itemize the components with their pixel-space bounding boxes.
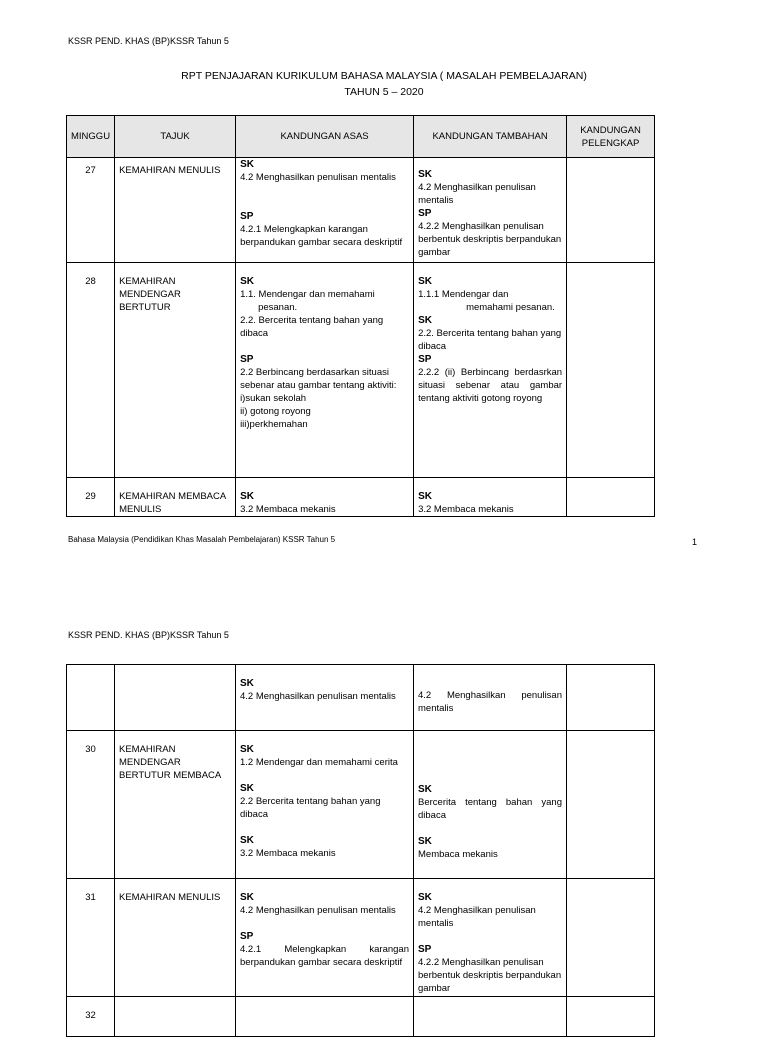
col-header-pelengkap: KANDUNGAN PELENGKAP — [567, 116, 655, 158]
sp-label: SP — [240, 931, 254, 942]
asas-text: 4.2.1 Melengkapkan karangan berpandukan gambar secara deskriptif — [240, 224, 403, 248]
tambahan-text: 4.2 Menghasilkan penulisan mentalis — [418, 690, 562, 714]
tambahan-text: Bercerita tentang bahan yang dibaca — [418, 797, 562, 821]
asas-text: 4.2.1 Melengkapkan karangan berpandukan gambar secara deskriptif — [240, 944, 409, 968]
asas-text: 1.2 Mendengar dan memahami cerita — [240, 757, 398, 768]
tambahan-text: 4.2.2 Menghasilkan penulisan berbentuk deskriptis berpandukan gambar — [418, 221, 562, 258]
tambahan-cell — [414, 158, 567, 263]
tambahan-text: 4.2 Menghasilkan penulisan mentalis — [418, 905, 536, 929]
topic-cell: KEMAHIRAN MENDENGAR BERTUTUR — [115, 263, 236, 478]
week-cell: 30 — [67, 731, 115, 879]
asas-cell — [236, 665, 414, 731]
sk-label: SK — [240, 835, 254, 846]
asas-cell — [236, 478, 414, 517]
asas-text: 4.2 Menghasilkan penulisan mentalis — [240, 691, 396, 702]
table-row — [67, 478, 655, 517]
curriculum-table-page-2 — [66, 664, 655, 1037]
sp-label: SP — [240, 211, 254, 222]
table-row — [67, 731, 655, 879]
tambahan-text: 2.2. Bercerita tentang bahan yang dibaca — [418, 328, 562, 352]
curriculum-table-page-1 — [66, 115, 655, 517]
week-cell: 32 — [67, 997, 115, 1037]
sk-label: SK — [240, 744, 254, 755]
document-subtitle: TAHUN 5 – 2020 — [344, 86, 424, 98]
table-row — [67, 665, 655, 731]
asas-text: 1.1. Mendengar dan memahami — [240, 289, 375, 300]
sk-label: SK — [418, 169, 432, 180]
col-header-tajuk: TAJUK — [115, 116, 236, 158]
asas-text: 3.2 Membaca mekanis — [240, 848, 336, 859]
table-row — [67, 879, 655, 997]
week-cell — [67, 665, 115, 731]
sk-label: SK — [418, 315, 432, 326]
asas-text: 2.2. Bercerita tentang bahan yang dibaca — [240, 315, 384, 339]
asas-text: pesanan. — [258, 302, 298, 313]
table-header-row — [67, 116, 655, 158]
tambahan-cell — [414, 879, 567, 997]
tambahan-cell — [414, 665, 567, 731]
sk-label: SK — [240, 159, 254, 170]
asas-text: 2.2 Bercerita tentang bahan yang dibaca — [240, 796, 381, 820]
week-cell: 28 — [67, 263, 115, 478]
page-header: KSSR PEND. KHAS (BP)KSSR Tahun 5 — [68, 36, 229, 46]
col-header-minggu: MINGGU — [67, 116, 115, 158]
week-cell: 29 — [67, 478, 115, 517]
asas-cell — [236, 731, 414, 879]
asas-text: 4.2 Menghasilkan penulisan mentalis — [240, 172, 396, 183]
tambahan-text: 3.2 Membaca mekanis — [418, 504, 514, 515]
asas-cell — [236, 997, 414, 1037]
tambahan-text: 4.2.2 Menghasilkan penulisan berbentuk deskriptis berpandukan gambar — [418, 957, 562, 994]
week-cell: 27 — [67, 158, 115, 263]
sk-label: SK — [418, 784, 432, 795]
pelengkap-cell — [567, 997, 655, 1037]
tambahan-text: Membaca mekanis — [418, 849, 498, 860]
pelengkap-cell — [567, 478, 655, 517]
tambahan-text: 4.2 Menghasilkan penulisan mentalis — [418, 182, 536, 206]
sp-label: SP — [418, 208, 432, 219]
pelengkap-cell — [567, 158, 655, 263]
document-title: RPT PENJAJARAN KURIKULUM BAHASA MALAYSIA ( MASALAH PEMBELAJARAN) — [181, 70, 587, 82]
sk-label: SK — [240, 783, 254, 794]
topic-cell: KEMAHIRAN MENULIS — [115, 879, 236, 997]
topic-cell — [115, 665, 236, 731]
sk-label: SK — [240, 491, 254, 502]
tambahan-text: memahami pesanan. — [466, 302, 555, 313]
sk-label: SK — [240, 892, 254, 903]
pelengkap-cell — [567, 263, 655, 478]
asas-text: 2.2 Berbincang berdasarkan situasi sebenar atau gambar tentang aktiviti: — [240, 367, 397, 391]
topic-cell: KEMAHIRAN MENDENGAR BERTUTUR MEMBACA — [115, 731, 236, 879]
page-footer: Bahasa Malaysia (Pendidikan Khas Masalah Pembelajaran) KSSR Tahun 5 — [68, 535, 336, 544]
asas-text: ii) gotong royong — [240, 406, 311, 417]
table-row — [67, 263, 655, 478]
asas-text: 4.2 Menghasilkan penulisan mentalis — [240, 905, 396, 916]
asas-text: i)sukan sekolah — [240, 393, 307, 404]
sk-label: SK — [240, 678, 254, 689]
sp-label: SP — [418, 354, 432, 365]
tambahan-text: 1.1.1 Mendengar dan — [418, 289, 509, 300]
asas-cell — [236, 158, 414, 263]
sk-label: SK — [418, 491, 432, 502]
asas-cell — [236, 879, 414, 997]
topic-cell: KEMAHIRAN MENULIS — [115, 158, 236, 263]
sp-label: SP — [240, 354, 254, 365]
tambahan-text: 2.2.2 (ii) Berbincang berdasrkan situasi sebenar atau gambar tentang aktiviti gotong royong — [418, 367, 563, 404]
sk-label: SK — [418, 836, 432, 847]
pelengkap-cell — [567, 731, 655, 879]
pelengkap-cell — [567, 665, 655, 731]
col-header-tambahan: KANDUNGAN TAMBAHAN — [414, 116, 567, 158]
week-cell: 31 — [67, 879, 115, 997]
tambahan-cell — [414, 997, 567, 1037]
pelengkap-cell — [567, 879, 655, 997]
asas-text: 3.2 Membaca mekanis — [240, 504, 336, 515]
col-header-asas: KANDUNGAN ASAS — [236, 116, 414, 158]
topic-cell — [115, 997, 236, 1037]
asas-text: iii)perkhemahan — [240, 419, 308, 430]
tambahan-cell — [414, 731, 567, 879]
sp-label: SP — [418, 944, 432, 955]
page-header: KSSR PEND. KHAS (BP)KSSR Tahun 5 — [68, 630, 229, 640]
topic-cell: KEMAHIRAN MEMBACA MENULIS — [115, 478, 236, 517]
tambahan-cell — [414, 263, 567, 478]
page-number: 1 — [692, 537, 698, 547]
asas-cell — [236, 263, 414, 478]
sk-label: SK — [418, 276, 432, 287]
sk-label: SK — [240, 276, 254, 287]
table-row — [67, 997, 655, 1037]
table-row — [67, 158, 655, 263]
sk-label: SK — [418, 892, 432, 903]
tambahan-cell — [414, 478, 567, 517]
